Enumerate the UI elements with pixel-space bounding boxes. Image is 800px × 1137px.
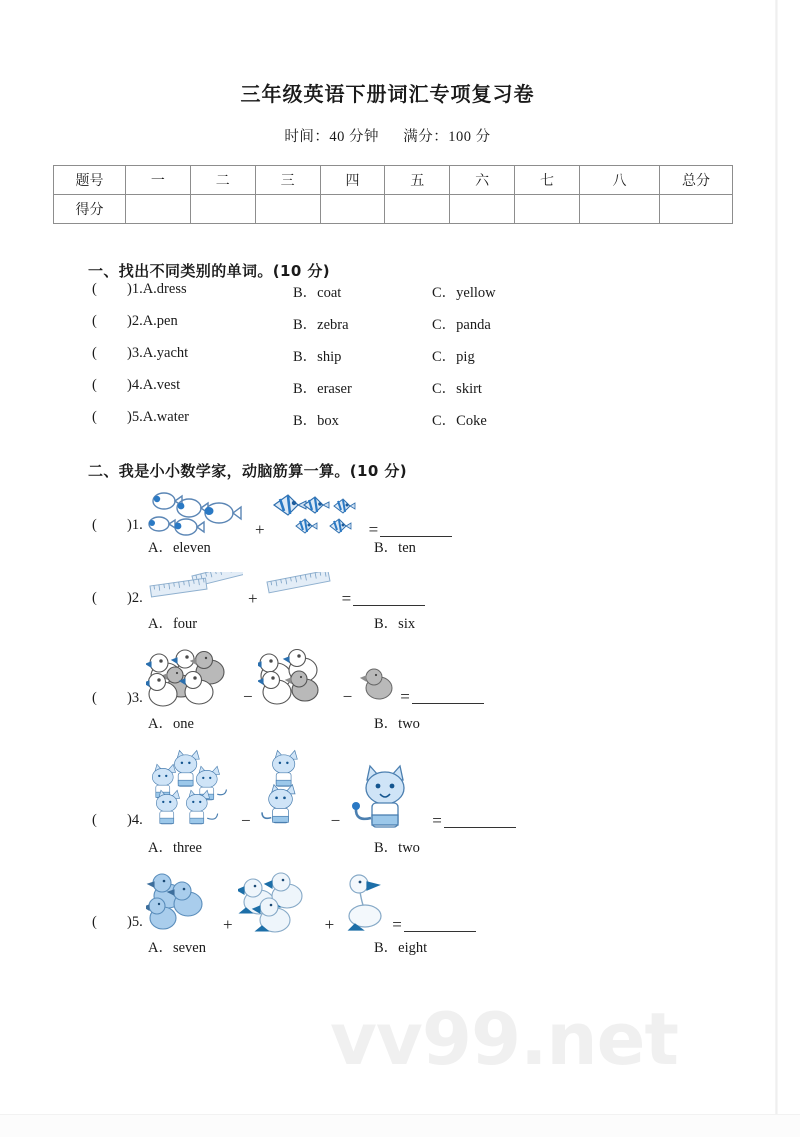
score-table [53, 165, 733, 224]
score-table-col-8: 八 [580, 166, 660, 195]
duckling-group-small-icon [258, 646, 338, 708]
section-two-heading: 二、我是小小数学家，动脑筋算一算。(10 分) [88, 462, 408, 480]
option-b[interactable]: B．two [374, 840, 420, 856]
score-cell-4[interactable] [320, 195, 385, 224]
cat-group-two-icon [256, 744, 326, 832]
duckling-group-large-icon [146, 646, 238, 708]
answer-bracket[interactable]: ( [92, 914, 97, 930]
table-row-header [54, 166, 733, 195]
option-a[interactable]: A．four [148, 616, 198, 632]
question-number: )4. [127, 812, 143, 828]
option-b[interactable]: B．zebra [293, 317, 349, 333]
question-stem: )4.A.vest [127, 377, 181, 393]
answer-blank[interactable] [412, 702, 484, 704]
ruler-single-icon [263, 572, 339, 610]
score-cell-5[interactable] [385, 195, 450, 224]
page-title: 三年级英语下册词汇专项复习卷 [240, 82, 535, 106]
score-table-row-label: 题号 [54, 166, 126, 195]
fish-group-five-icon [146, 489, 250, 541]
question-stem: )2.A.pen [127, 313, 178, 329]
score-table-col-5: 五 [385, 166, 450, 195]
option-b[interactable]: B．eraser [293, 381, 352, 397]
math-options-3 [0, 712, 775, 742]
option-b[interactable]: B．six [374, 616, 416, 632]
option-a[interactable]: A．one [148, 716, 194, 732]
answer-bracket[interactable]: ( [92, 409, 97, 425]
exam-total-score: 满分：100 分 [403, 129, 491, 145]
score-cell-2[interactable] [190, 195, 255, 224]
site-watermark: vv99.net [330, 997, 678, 1081]
math-question-3 [0, 642, 775, 742]
operator-equals: = [341, 589, 352, 608]
table-row-scores [54, 195, 733, 224]
answer-blank[interactable] [353, 604, 425, 606]
option-c[interactable]: C．Coke [432, 413, 487, 429]
math-options-5 [0, 936, 775, 966]
math-question-5 [0, 866, 775, 966]
score-table-col-1: 一 [126, 166, 191, 195]
score-table-col-2: 二 [190, 166, 255, 195]
operator-equals: = [368, 520, 379, 539]
math-options-2 [0, 612, 775, 642]
score-table-col-3: 三 [255, 166, 320, 195]
math-options-4 [0, 836, 775, 866]
question-number: )3. [127, 690, 143, 706]
question-row-1-1 [0, 281, 775, 313]
cat-group-five-icon [146, 744, 236, 832]
option-b[interactable]: B．eight [374, 940, 428, 956]
operator-equals: = [400, 687, 410, 706]
answer-bracket[interactable]: ( [92, 812, 97, 828]
option-a[interactable]: A．three [148, 840, 202, 856]
bluebird-group-icon [146, 866, 218, 936]
page-edge-right [775, 0, 778, 1137]
exam-time: 时间：40 分钟 [284, 129, 379, 145]
answer-bracket[interactable]: ( [92, 590, 97, 606]
operator-minus: − [330, 811, 341, 830]
score-row-label: 得分 [54, 195, 126, 224]
score-cell-6[interactable] [450, 195, 515, 224]
cat-single-icon [345, 744, 429, 832]
question-row-1-3 [0, 345, 775, 377]
option-b[interactable]: B．box [293, 413, 339, 429]
option-b[interactable]: B．two [374, 716, 420, 732]
answer-bracket[interactable]: ( [92, 313, 97, 329]
score-cell-7[interactable] [515, 195, 580, 224]
question-row-1-2 [0, 313, 775, 345]
score-cell-8[interactable] [580, 195, 660, 224]
operator-minus: − [243, 687, 253, 706]
section-one-heading: 一、找出不同类别的单词。(10 分) [88, 262, 331, 280]
answer-bracket[interactable]: ( [92, 281, 97, 297]
option-b[interactable]: B．ship [293, 349, 342, 365]
option-a[interactable]: A．seven [148, 940, 206, 956]
option-c[interactable]: C．skirt [432, 381, 482, 397]
answer-bracket[interactable]: ( [92, 517, 97, 533]
exam-meta [0, 125, 775, 146]
operator-equals: = [432, 811, 442, 830]
score-table-col-7: 七 [515, 166, 580, 195]
math-question-1 [0, 481, 775, 566]
operator-minus: − [342, 687, 353, 706]
duckling-single-icon [357, 646, 397, 708]
question-stem: )1.A.dress [127, 281, 187, 297]
option-b[interactable]: B．ten [374, 540, 416, 556]
operator-plus: + [324, 915, 335, 934]
answer-bracket[interactable]: ( [92, 690, 97, 706]
score-table-col-4: 四 [320, 166, 385, 195]
operator-minus: − [241, 811, 251, 830]
option-b[interactable]: B．coat [293, 285, 342, 301]
option-a[interactable]: A．eleven [148, 540, 211, 556]
operator-plus: + [255, 520, 265, 539]
answer-bracket[interactable]: ( [92, 345, 97, 361]
operator-equals: = [392, 915, 402, 934]
option-c[interactable]: C．pig [432, 349, 475, 365]
option-c[interactable]: C．yellow [432, 285, 496, 301]
question-row-1-4 [0, 377, 775, 409]
math-question-4 [0, 742, 775, 866]
question-number: )2. [127, 590, 143, 606]
answer-blank[interactable] [404, 930, 476, 932]
ruler-group-two-icon [148, 572, 243, 610]
score-cell-total[interactable] [660, 195, 733, 224]
score-table-wrapper [0, 165, 775, 224]
question-row-1-5 [0, 409, 775, 441]
operator-plus: + [223, 915, 233, 934]
question-number: )5. [127, 914, 143, 930]
answer-bracket[interactable]: ( [92, 377, 97, 393]
question-stem: )3.A.yacht [127, 345, 189, 361]
math-options-1 [0, 536, 775, 566]
angelfish-group-five-icon [270, 489, 366, 541]
math-question-2 [0, 566, 775, 642]
question-stem: )5.A.water [127, 409, 190, 425]
score-cell-1[interactable] [126, 195, 191, 224]
question-number: )1. [127, 517, 143, 533]
operator-plus: + [248, 589, 258, 608]
score-table-col-6: 六 [450, 166, 515, 195]
duck-single-icon [339, 866, 389, 936]
duck-group-icon [238, 866, 320, 936]
score-cell-3[interactable] [255, 195, 320, 224]
option-c[interactable]: C．panda [432, 317, 491, 333]
answer-blank[interactable] [444, 826, 516, 828]
score-table-col-total: 总分 [660, 166, 733, 195]
